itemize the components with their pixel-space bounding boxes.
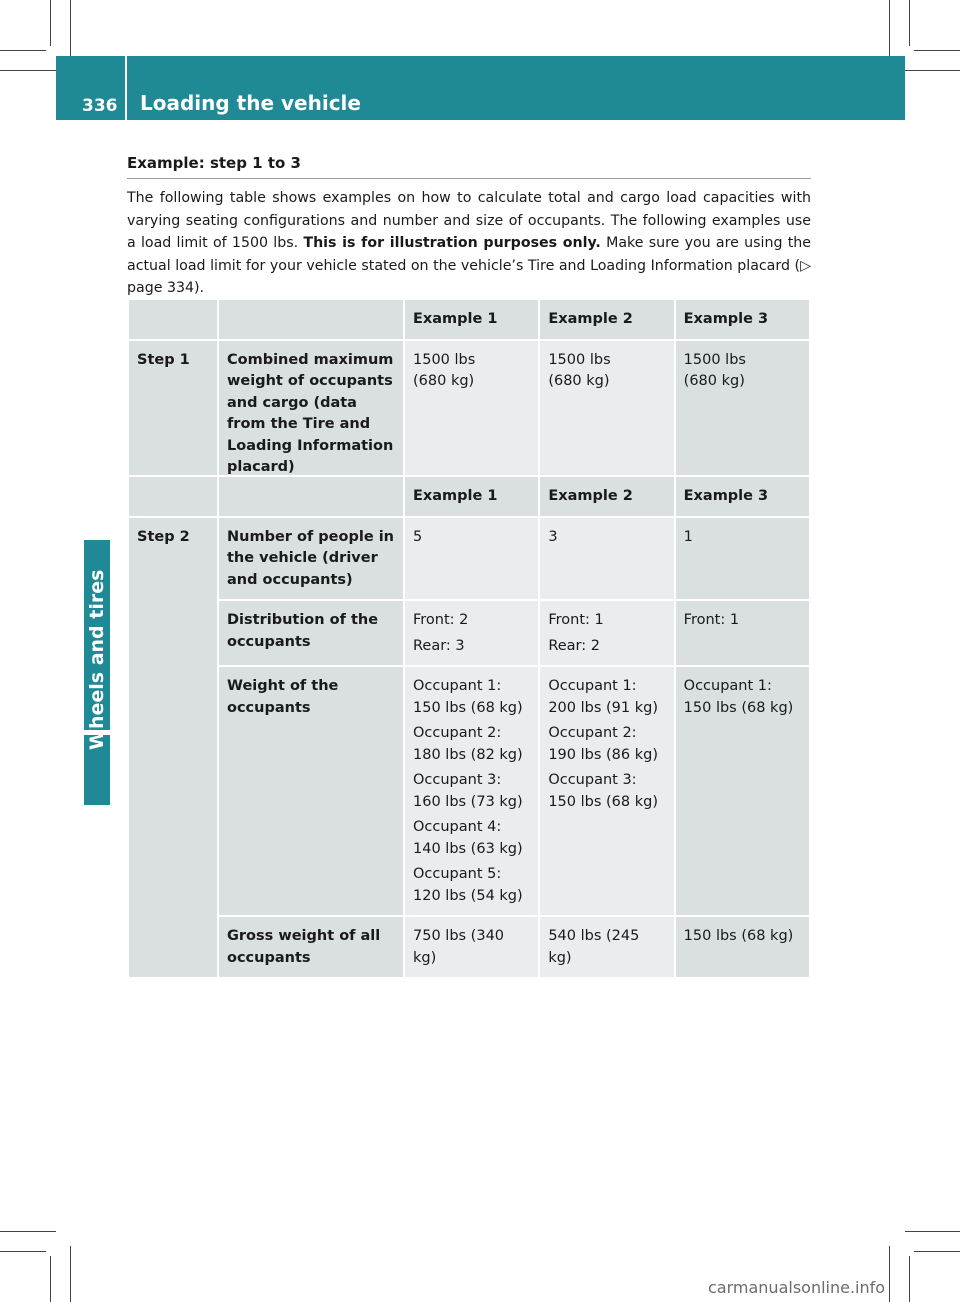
table-cell: 750 lbs (340 kg): [404, 916, 539, 978]
table-cell: 1500 lbs (680 kg): [539, 340, 674, 488]
crop-mark: [0, 1251, 46, 1252]
crop-mark: [905, 70, 960, 71]
table-header-cell: [218, 476, 404, 517]
intro-text: The following table shows examples on how to calculate total and cargo load capacities with varying seating configurations and number and size of occupants. The following examples use a load limit of 1500 lbs.: [127, 190, 811, 251]
table-cell: Occupant 1: 200 lbs (91 kg) Occupant 2: 190 lbs (86 kg) Occupant 3: 150 lbs (68 kg): [539, 666, 674, 916]
table-header-cell: Example 2: [539, 299, 674, 340]
table-header-cell: Example 1: [404, 476, 539, 517]
row-description: Weight of the occupants: [218, 666, 404, 916]
table-row: [128, 916, 810, 978]
table-header-cell: Example 1: [404, 299, 539, 340]
table-cell: Occupant 1: 150 lbs (68 kg): [675, 666, 810, 916]
crop-mark: [0, 1231, 56, 1232]
table-cell: Front: 1 Rear: 2: [539, 600, 674, 666]
table-cell: 3: [539, 517, 674, 601]
row-description: Combined maximum weight of occupants and cargo (data from the Tire and Loading Information placard): [218, 340, 404, 488]
crop-mark: [50, 1256, 51, 1302]
table-header-cell: [218, 299, 404, 340]
crop-mark: [914, 50, 960, 51]
table-cell: Occupant 1: 150 lbs (68 kg) Occupant 2: 180 lbs (82 kg) Occupant 3: 160 lbs (73 kg) Occupant 4: 140 lbs (63 kg) Occupant 5: 120 lbs (54 kg): [404, 666, 539, 916]
table-header-row: [128, 299, 810, 340]
table-cell: Front: 1: [675, 600, 810, 666]
intro-paragraph: [127, 187, 811, 300]
row-description: Number of people in the vehicle (driver and occupants): [218, 517, 404, 601]
step-label: Step 2: [128, 517, 218, 979]
crop-mark: [909, 0, 910, 46]
example-table-step-1: [127, 298, 811, 489]
table-cell: 1: [675, 517, 810, 601]
crop-mark: [889, 0, 890, 56]
heading-rule: [127, 178, 811, 179]
crop-mark: [909, 1256, 910, 1302]
crop-mark: [0, 70, 56, 71]
table-header-cell: Example 2: [539, 476, 674, 517]
table-row: [128, 600, 810, 666]
section-heading: Example: step 1 to 3: [127, 154, 301, 172]
row-description: Distribution of the occupants: [218, 600, 404, 666]
intro-text: Make sure you are using the actual load limit for your vehicle stated on the vehicle’s Tire and Loading Information placard (: [127, 235, 811, 274]
table-row: [128, 666, 810, 916]
table-header-cell: Example 3: [675, 299, 810, 340]
crop-mark: [70, 1246, 71, 1302]
table-header-cell: [128, 299, 218, 340]
table-header-row: [128, 476, 810, 517]
side-tab-label: Wheels and tires: [86, 569, 108, 750]
table-header-cell: [128, 476, 218, 517]
intro-bold-text: This is for illustration purposes only.: [303, 235, 601, 251]
step-label: Step 1: [128, 340, 218, 488]
table-cell: Front: 2 Rear: 3: [404, 600, 539, 666]
table-cell: 150 lbs (68 kg): [675, 916, 810, 978]
table-row: [128, 340, 810, 488]
header-divider: [125, 56, 127, 130]
crop-mark: [70, 0, 71, 56]
chapter-title: Loading the vehicle: [140, 91, 361, 115]
row-description: Gross weight of all occupants: [218, 916, 404, 978]
table-header-cell: Example 3: [675, 476, 810, 517]
watermark: carmanualsonline.info: [708, 1278, 886, 1297]
table-cell: 1500 lbs (680 kg): [404, 340, 539, 488]
crop-mark: [905, 1231, 960, 1232]
crop-mark: [0, 50, 46, 51]
page-reference-link[interactable]: page 334).: [127, 280, 205, 296]
page-reference-arrow-icon: ▷: [800, 257, 811, 274]
table-cell: 5: [404, 517, 539, 601]
crop-mark: [889, 1246, 890, 1302]
crop-mark: [50, 0, 51, 46]
page-number: 336: [82, 96, 118, 116]
table-cell: 540 lbs (245 kg): [539, 916, 674, 978]
crop-mark: [914, 1251, 960, 1252]
table-row: [128, 517, 810, 601]
example-table-step-2: [127, 475, 811, 979]
table-cell: 1500 lbs (680 kg): [675, 340, 810, 488]
